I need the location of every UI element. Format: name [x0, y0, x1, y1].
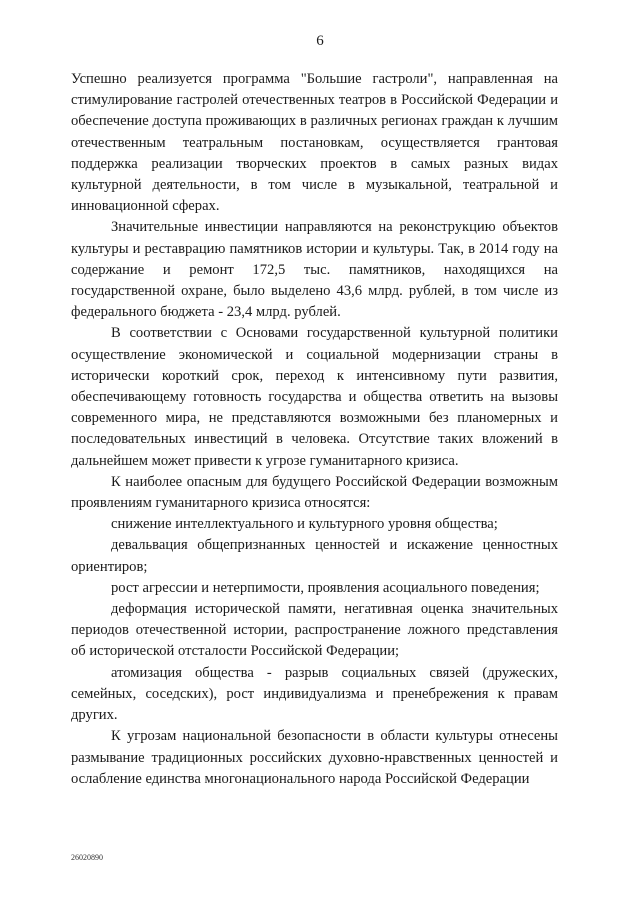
- paragraph-crisis-intro: К наиболее опасным для будущего Российской Федерации возможным проявлениям гуманитарного кризиса относятся:: [71, 473, 558, 512]
- list-item-atomization: атомизация общества - разрыв социальных связей (дружеских, семейных, соседских), рост индивидуализма и пренебрежения к правам других.: [71, 664, 558, 724]
- paragraph-investments: Значительные инвестиции направляются на реконструкцию объектов культуры и реставрацию памятников истории и культуры. Так, в 2014 году на содержание и ремонт 172,5 тыс. памятников, находящихся на государственной охране, было выделено 43,6 млрд. рублей, в том числе из федерального бюджета - 23,4 млрд. рублей.: [71, 219, 558, 321]
- list-item-aggression: рост агрессии и нетерпимости, проявления асоциального поведения;: [111, 579, 540, 596]
- document-body: [71, 69, 558, 790]
- list-item-historical-memory: деформация исторической памяти, негативная оценка значительных периодов отечественной истории, распространение ложного представления об исторической отсталости Российской Федерации;: [71, 601, 558, 660]
- list-item-intellectual-decline: снижение интеллектуального и культурного уровня общества;: [111, 516, 498, 533]
- list-item-values-devaluation: девальвация общепризнанных ценностей и искажение ценностных ориентиров;: [71, 537, 558, 575]
- document-code: 26020890: [71, 853, 103, 862]
- paragraph-big-tours: Успешно реализуется программа "Большие гастроли", направленная на стимулирование гастролей отечественных театров в Российской Федерации и обеспечение доступа проживающих в различных регионах граждан к лучшим отечественным театральным постановкам, осуществляется грантовая поддержка реализации творческих проектов в самых разных видах культурной деятельности, в том числе в музыкальной, театральной и инновационной сферах.: [71, 71, 558, 215]
- paragraph-security-threats: К угрозам национальной безопасности в области культуры отнесены размывание традиционных российских духовно-нравственных ценностей и ослабление единства многонационального народа Российской Федерации: [71, 728, 558, 787]
- page-number: 6: [316, 33, 324, 49]
- paragraph-cultural-policy: В соответствии с Основами государственной культурной политики осуществление экономической и социальной модернизации страны в исторически короткий срок, переход к интенсивному пути развития, обеспечивающему готовность государства и общества ответить на вызовы современного мира, не представляются возможными без планомерных и последовательных инвестиций в человека. Отсутствие таких вложений в дальнейшем может привести к угрозе гуманитарного кризиса.: [71, 325, 558, 469]
